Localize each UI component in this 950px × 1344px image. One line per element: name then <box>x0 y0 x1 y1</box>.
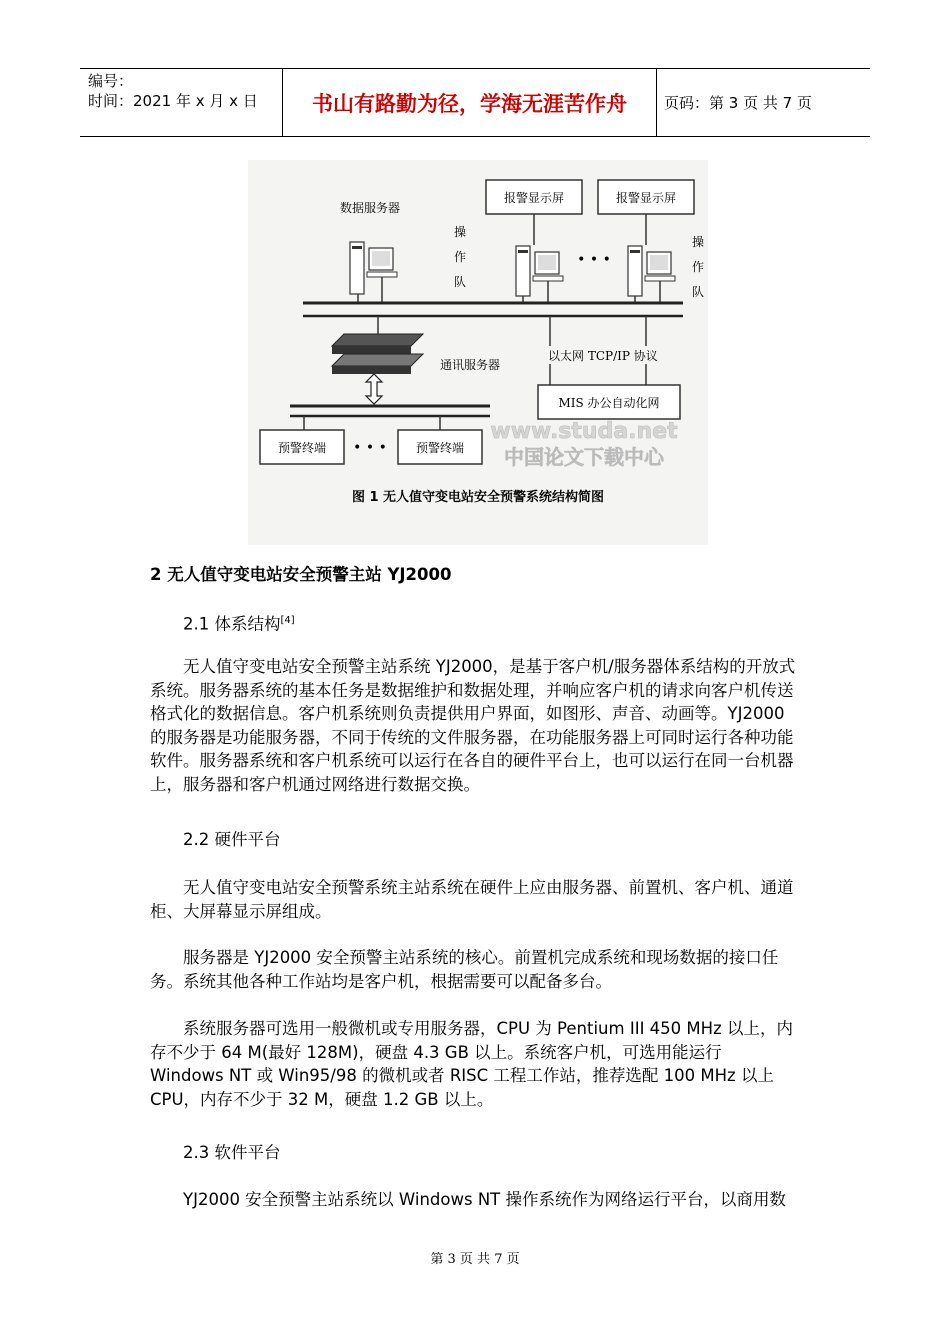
mis-label: MIS 办公自动化网 <box>558 396 660 410</box>
header-table <box>80 68 870 137</box>
subsection-2-1-title: 2.1 体系结构[4] <box>183 614 295 634</box>
alarm-screen-1: 报警显示屏 <box>503 191 565 205</box>
warning-terminal-2: 预警终端 <box>415 441 465 455</box>
system-structure-figure <box>248 160 708 545</box>
page-info: 页码：第 3 页 共 7 页 <box>664 94 812 112</box>
comm-server-label: 通讯服务器 <box>440 358 501 372</box>
terminal-ellipsis: • • • <box>353 440 387 456</box>
watermark-url: www.studa.net <box>490 419 678 444</box>
motto: 书山有路勤为径，学海无涯苦作舟 <box>282 69 657 136</box>
paragraph-hardware-3: 系统服务器可选用一般微机或专用服务器，CPU 为 Pentium III 450 MHz 以上，内存不少于 64 M(最好 128M)，硬盘 4.3 GB 以上。系统客户机，可选用能运行 Windows NT 或 Win95/98 的微机或者 RISC 工程工作站，推荐选配 100 MHz 以上 CPU，内存不少于 32 M，硬盘 1.2 GB 以上。 <box>150 1019 793 1109</box>
paragraph-architecture: 无人值守变电站安全预警主站系统 YJ2000，是基于客户机/服务器体系结构的开放式系统。服务器系统的基本任务是数据维护和数据处理，并响应客户机的请求向客户机传送格式化的数据信息。客户机系统则负责提供用户界面，如图形、声音、动画等。YJ2000 的服务器是功能服务器，不同于传统的文件服务器，在功能服务器上可同时运行各种功能软件。服务器系统和客户机系统可以运行在各自的硬件平台上，也可以运行在同一台机器上，服务器和客户机通过网络进行数据交换。 <box>150 657 796 794</box>
paragraph-software: YJ2000 安全预警主站系统以 Windows NT 操作系统作为网络运行平台，以商用数 <box>183 1190 786 1209</box>
reference-marker: [4] <box>280 615 295 626</box>
number-label: 编号： <box>88 72 134 90</box>
system-diagram <box>248 160 708 545</box>
page-footer: 第 3 页 共 7 页 <box>430 1252 520 1267</box>
warning-terminal-1: 预警终端 <box>277 441 327 455</box>
watermark-site: 中国论文下载中心 <box>504 445 664 469</box>
ethernet-label: 以太网 TCP/IP 协议 <box>548 349 658 363</box>
subsection-2-2-title: 2.2 硬件平台 <box>183 830 281 849</box>
operation-team-1: 操作队 <box>453 225 467 289</box>
data-server-label: 数据服务器 <box>339 201 401 215</box>
paragraph-hardware-2: 服务器是 YJ2000 安全预警主站系统的核心。前置机完成系统和现场数据的接口任务。系统其他各种工作站均是客户机，根据需要可以配备多台。 <box>150 948 779 991</box>
section-title: 2 无人值守变电站安全预警主站 YJ2000 <box>150 565 452 584</box>
computer-ellipsis: • • • <box>577 252 611 268</box>
alarm-screen-2: 报警显示屏 <box>615 191 677 205</box>
time-label: 时间：2021 年 x 月 x 日 <box>88 92 258 110</box>
operation-team-2: 操作队 <box>691 235 705 299</box>
subsection-2-3-title: 2.3 软件平台 <box>183 1143 281 1162</box>
paragraph-hardware-1: 无人值守变电站安全预警系统主站系统在硬件上应由服务器、前置机、客户机、通道柜、大屏幕显示屏组成。 <box>150 878 794 921</box>
header-left-cell <box>80 69 282 136</box>
figure-caption: 图 1 无人值守变电站安全预警系统结构简图 <box>351 490 605 505</box>
